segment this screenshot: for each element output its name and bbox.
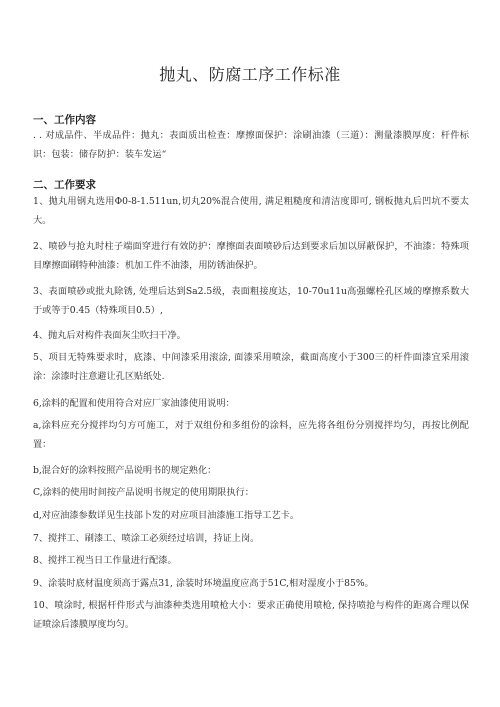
- requirement-item-6d: d,对应油漆参数详见生技部卜发的对应项目油漆施工指导工艺卡。: [33, 510, 300, 521]
- requirement-item-8: 8、搅拌工视当日工作量进行配漆。: [33, 555, 177, 566]
- requirement-item-6: 6,涂料的配置和使用符合对应厂家油漆使用说明：: [33, 398, 235, 409]
- requirement-item-6c: C,涂料的使用时间按产品说明书规定的使用期限执行：: [33, 487, 254, 498]
- requirement-item-10: 10、喷涂时, 根据杆件形式与油漆种类选用喷枪大小：要求正确使用喷枪, 保持喷抢与构件的距离合理以保证喷涂后漆膜厚度均匀。: [33, 600, 469, 630]
- requirement-item-4: 4、抛丸后对构件表面灰尘吹扫干净。: [33, 330, 186, 341]
- requirement-item-9: 9、涂装时底材温度须高于露点31, 涂装时环境温度应高于51C,相对湿度小于85%。: [33, 578, 374, 589]
- requirement-item-5: 5、项目无特殊要求时，底漆、中间漆采用滚涂, 面漆采用喷涂，截面高度小于300三的杆件面漆宜采用滚涂：涂漆时注意避让孔区贴纸处.: [33, 352, 469, 382]
- document-title: 抛丸、防腐工序工作标准: [159, 65, 341, 84]
- requirement-item-3: 3、表面喷砂或批丸除锈, 处理后达到Sa2.5级，表面粗接度达，10-70u11u高强螺栓孔区域的摩擦系数大于或等于0.45（特殊项目0.5）,: [33, 286, 469, 316]
- requirement-item-2: 2、喷砂与抢丸时柱子端面穿进行有效防护：摩擦面表面喷砂后达到要求后加以屏蔽保护，不油漆：特殊项目摩擦面刷特种油漆：机加工件不油漆，用防锈油保护。: [33, 241, 469, 271]
- requirement-item-1: 1、抛丸用钢丸选用Φ0-8-1.511un,切丸20%混合使用, 满足粗糙度和清洁度即可, 钢板抛丸后凹坑不要太大。: [33, 196, 469, 226]
- requirement-item-6b: b,混合好的涂料按照产品说明书的规定熟化：: [33, 465, 217, 476]
- requirement-item-6a: a,涂料应充分搅拌均匀方可施工，对于双组份和多组份的涂料，应先将各组份分别搅拌均匀，再按比例配置：: [33, 420, 469, 450]
- requirement-item-7: 7、搅拌工、刷漆工、喷涂工必须经过培训，持证上岗。: [33, 533, 260, 544]
- section-heading-work-content: 一、工作内容: [33, 114, 96, 126]
- work-content-text: . . 对成品件、半成品件：抛丸：表面质出检查：摩擦面保护：涂刷油漆（三道）：测量漆膜厚度：杆件标识：包装：储存防护：装车发运“: [33, 130, 469, 160]
- section-heading-work-requirements: 二、工作要求: [33, 179, 96, 191]
